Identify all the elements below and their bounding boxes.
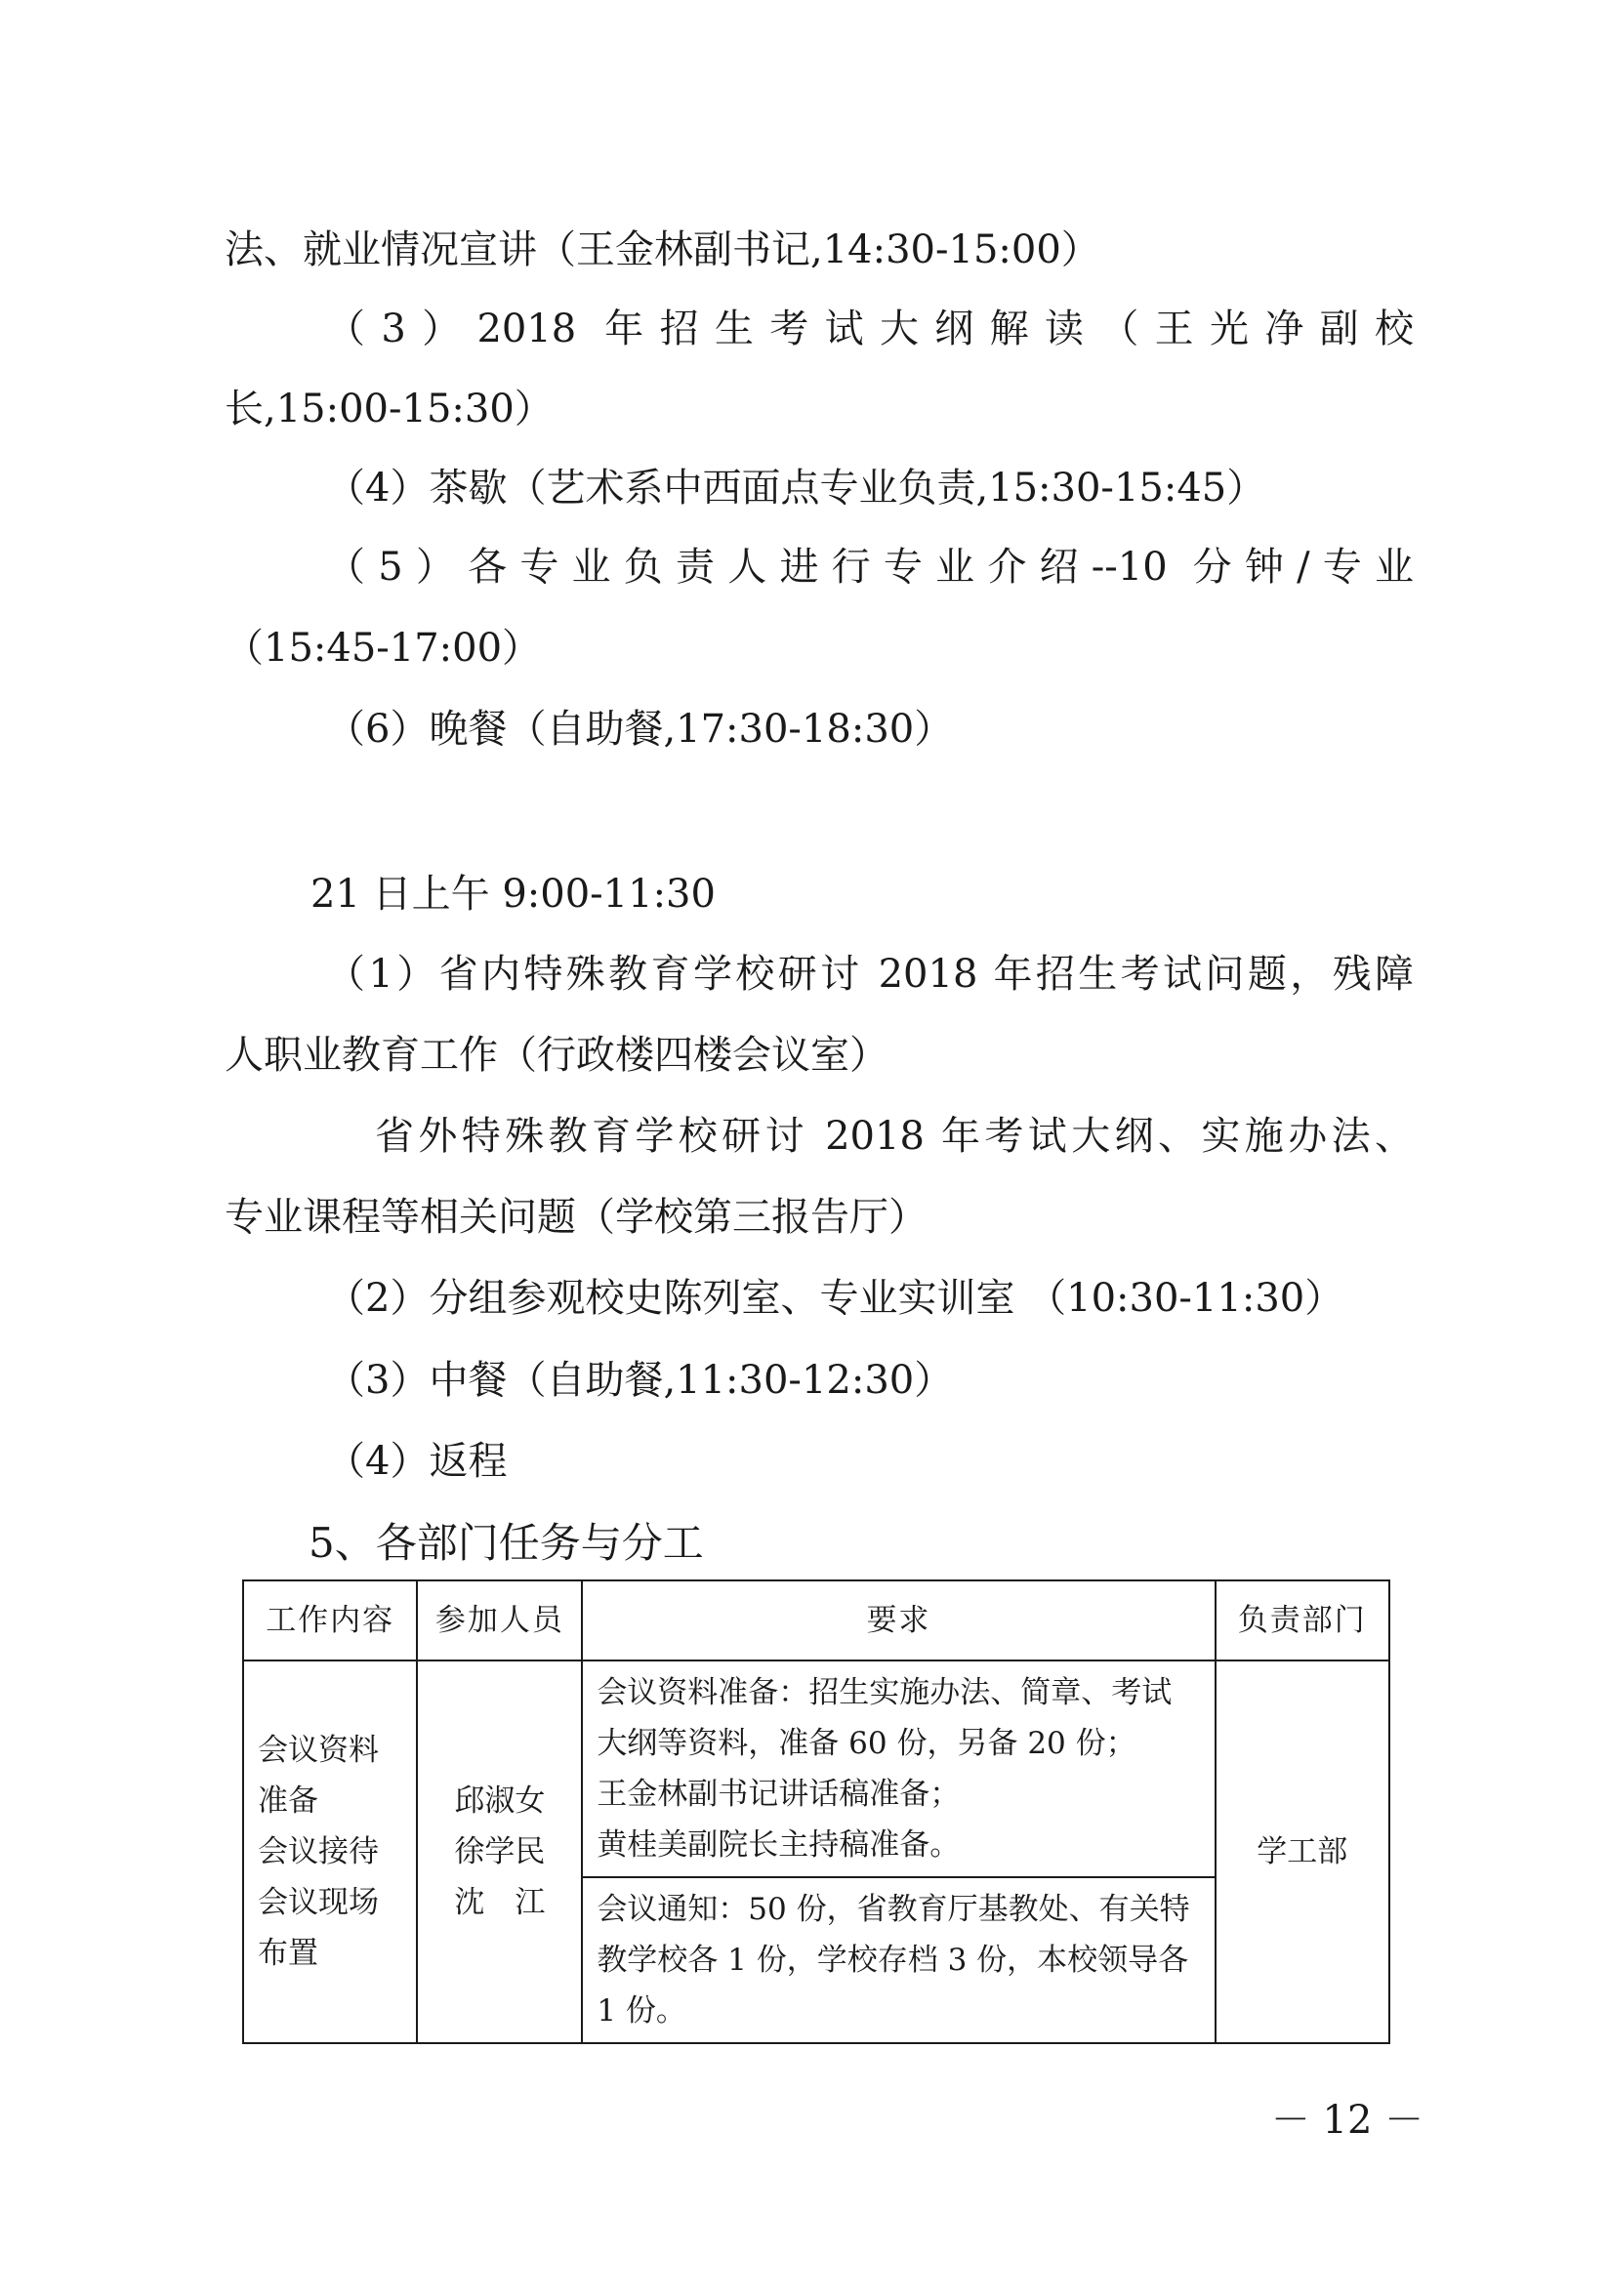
requirement-cell — [582, 1660, 1215, 1877]
body-line: （3）2018 年招生考试大纲解读（王光净副校 — [326, 307, 1414, 351]
body-line: 专业课程等相关问题（学校第三报告厅） — [225, 1195, 928, 1240]
work-content-text: 会议资料 准备 会议接待 会议现场 布置 — [258, 1733, 379, 1971]
body-line: 长,15:00-15:30） — [225, 387, 554, 431]
table-row — [243, 1660, 1389, 1877]
table-header-cell: 工作内容 — [243, 1580, 417, 1660]
body-line: （5）各专业负责人进行专业介绍--10 分钟/专业 — [326, 545, 1414, 590]
body-line: 法、就业情况宣讲（王金林副书记,14:30-15:00） — [225, 227, 1100, 272]
body-line: （4）返程 — [326, 1439, 508, 1484]
requirement-text: 会议资料准备：招生实施办法、简章、考试大纲等资料，准备 60 份，另备 20 份； 王金林副书记讲话稿准备； 黄桂美副院长主持稿准备。 — [597, 1675, 1173, 1863]
department-cell — [1216, 1660, 1389, 2043]
body-line: （2）分组参观校史陈列室、专业实训室 （10:30-11:30） — [326, 1276, 1344, 1321]
table-header-cell: 负责部门 — [1216, 1580, 1389, 1660]
table-header-cell: 要求 — [582, 1580, 1215, 1660]
work-content-cell — [243, 1660, 417, 2043]
participants-text: 邱淑女 徐学民 沈 江 — [454, 1784, 546, 1920]
body-line: （15:45-17:00） — [225, 626, 542, 671]
table-header-cell: 参加人员 — [417, 1580, 582, 1660]
requirement-text: 会议通知：50 份，省教育厅基教处、有关特教学校各 1 份，学校存档 3 份，本校领导各 1 份。 — [597, 1892, 1190, 2029]
task-division-table — [242, 1579, 1390, 2044]
body-line: （4）茶歇（艺术系中西面点专业负责,15:30-15:45） — [326, 466, 1266, 511]
session-heading: 21 日上午 9:00-11:30 — [310, 872, 716, 917]
page-number: － 12 － — [1270, 2098, 1424, 2143]
body-line: 省外特殊教育学校研讨 2018 年考试大纲、实施办法、 — [375, 1114, 1414, 1159]
participants-cell — [417, 1660, 582, 2043]
department-text: 学工部 — [1257, 1834, 1348, 1869]
section-heading: 5、各部门任务与分工 — [309, 1519, 704, 1567]
requirement-cell — [582, 1877, 1215, 2043]
body-line: （1）省内特殊教育学校研讨 2018 年招生考试问题，残障 — [326, 952, 1414, 997]
body-line: （3）中餐（自助餐,11:30-12:30） — [326, 1358, 954, 1403]
body-line: （6）晚餐（自助餐,17:30-18:30） — [326, 707, 954, 752]
body-line: 人职业教育工作（行政楼四楼会议室） — [225, 1033, 888, 1078]
table-header-row — [243, 1580, 1389, 1660]
